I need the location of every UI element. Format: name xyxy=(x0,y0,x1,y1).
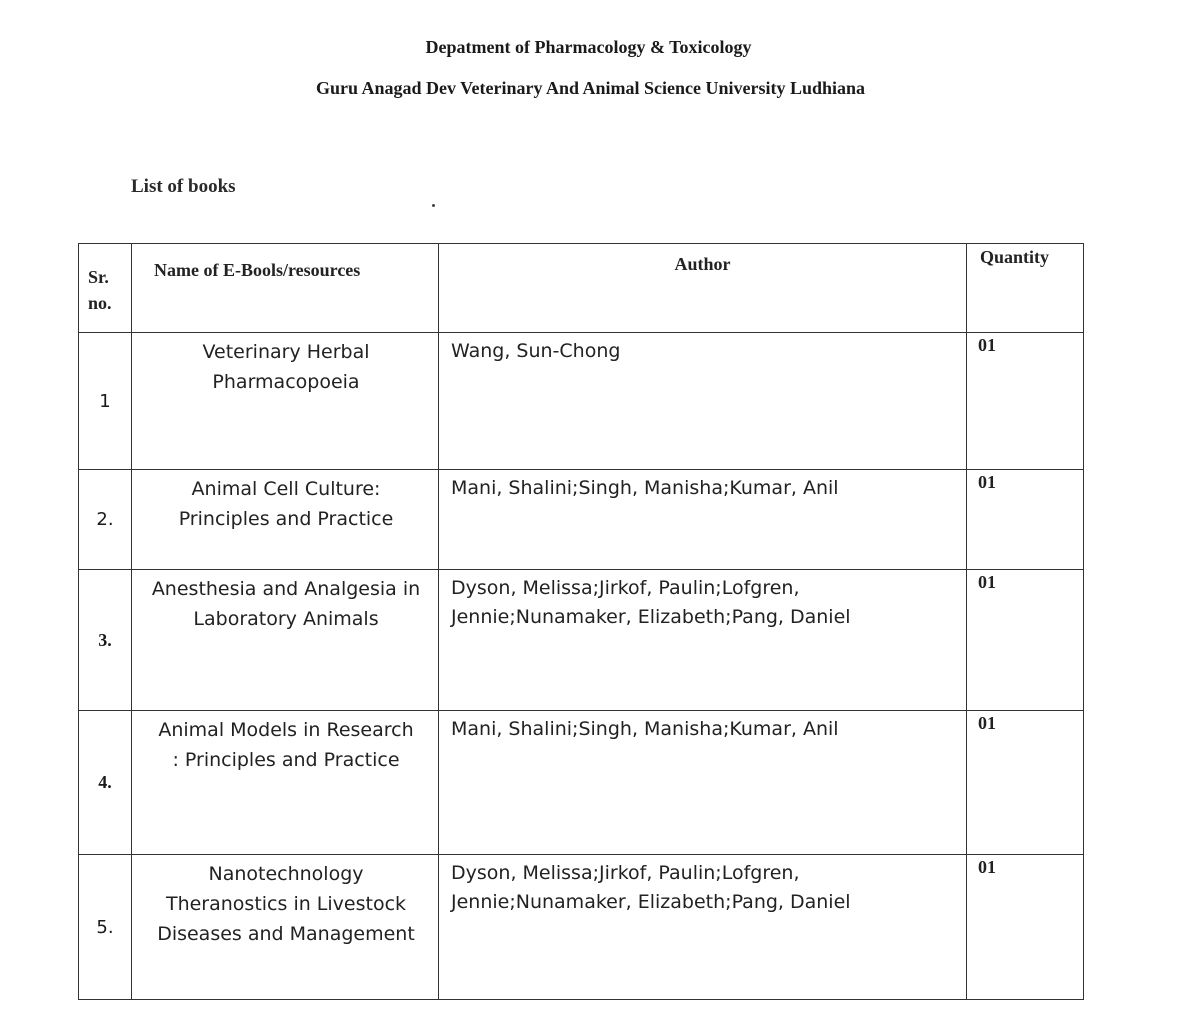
author-cell xyxy=(439,470,967,570)
column-header-name: Name of E-Bools/resources xyxy=(132,244,439,333)
table-row xyxy=(79,711,1084,855)
books-table xyxy=(78,243,1083,1000)
book-name-cell xyxy=(132,470,439,570)
table-row xyxy=(79,855,1084,1000)
list-heading: List of books xyxy=(131,176,236,197)
department-title: Depatment of Pharmacology & Toxicology xyxy=(425,37,752,57)
author-line: Mani, Shalini;Singh, Manisha;Kumar, Anil xyxy=(451,477,839,499)
table-header-row xyxy=(79,244,1084,333)
column-header-sr-line1: Sr. xyxy=(88,267,109,287)
book-name-cell xyxy=(132,570,439,711)
table-row xyxy=(79,333,1084,470)
author-line: Dyson, Melissa;Jirkof, Paulin;Lofgren, xyxy=(451,862,800,884)
sr-no-cell: 1 xyxy=(79,333,132,470)
sr-no-cell: 4. xyxy=(79,711,132,855)
author-line: Wang, Sun-Chong xyxy=(451,340,621,362)
author-line: Mani, Shalini;Singh, Manisha;Kumar, Anil xyxy=(451,718,839,740)
university-title: Guru Anagad Dev Veterinary And Animal Science University Ludhiana xyxy=(315,78,866,98)
book-name-cell xyxy=(132,333,439,470)
column-header-sr-line2: no. xyxy=(88,293,112,313)
book-name-line: Nanotechnology xyxy=(208,863,364,885)
author-line: Jennie;Nunamaker, Elizabeth;Pang, Daniel xyxy=(451,891,851,913)
quantity-cell: 01 xyxy=(967,333,1084,470)
quantity-cell: 01 xyxy=(967,855,1084,1000)
sr-no-cell: 5. xyxy=(79,855,132,1000)
column-header-author: Author xyxy=(439,244,967,333)
author-cell xyxy=(439,711,967,855)
table-row xyxy=(79,470,1084,570)
book-name-cell xyxy=(132,855,439,1000)
book-name-line: Animal Models in Research xyxy=(158,719,414,741)
book-name-line: Pharmacopoeia xyxy=(212,371,360,393)
quantity-cell: 01 xyxy=(967,570,1084,711)
author-cell xyxy=(439,570,967,711)
table-row xyxy=(79,570,1084,711)
author-line: Jennie;Nunamaker, Elizabeth;Pang, Daniel xyxy=(451,606,851,628)
book-name-line: Diseases and Management xyxy=(157,923,415,945)
book-name-line: Theranostics in Livestock xyxy=(165,893,407,915)
column-header-quantity: Quantity xyxy=(967,244,1084,333)
book-name-cell xyxy=(132,711,439,855)
quantity-cell: 01 xyxy=(967,711,1084,855)
book-name-line: Veterinary Herbal xyxy=(202,341,370,363)
author-cell xyxy=(439,855,967,1000)
book-name-line: Anesthesia and Analgesia in xyxy=(151,578,421,600)
column-header-sr-no xyxy=(79,244,132,333)
author-cell xyxy=(439,333,967,470)
book-name-line: Laboratory Animals xyxy=(193,608,379,630)
sr-no-cell: 2. xyxy=(79,470,132,570)
book-name-line: Principles and Practice xyxy=(178,508,394,530)
sr-no-cell: 3. xyxy=(79,570,132,711)
book-name-line: Animal Cell Culture: xyxy=(191,478,381,500)
book-name-line: : Principles and Practice xyxy=(172,749,400,771)
stray-mark xyxy=(432,204,435,207)
quantity-cell: 01 xyxy=(967,470,1084,570)
author-line: Dyson, Melissa;Jirkof, Paulin;Lofgren, xyxy=(451,577,800,599)
